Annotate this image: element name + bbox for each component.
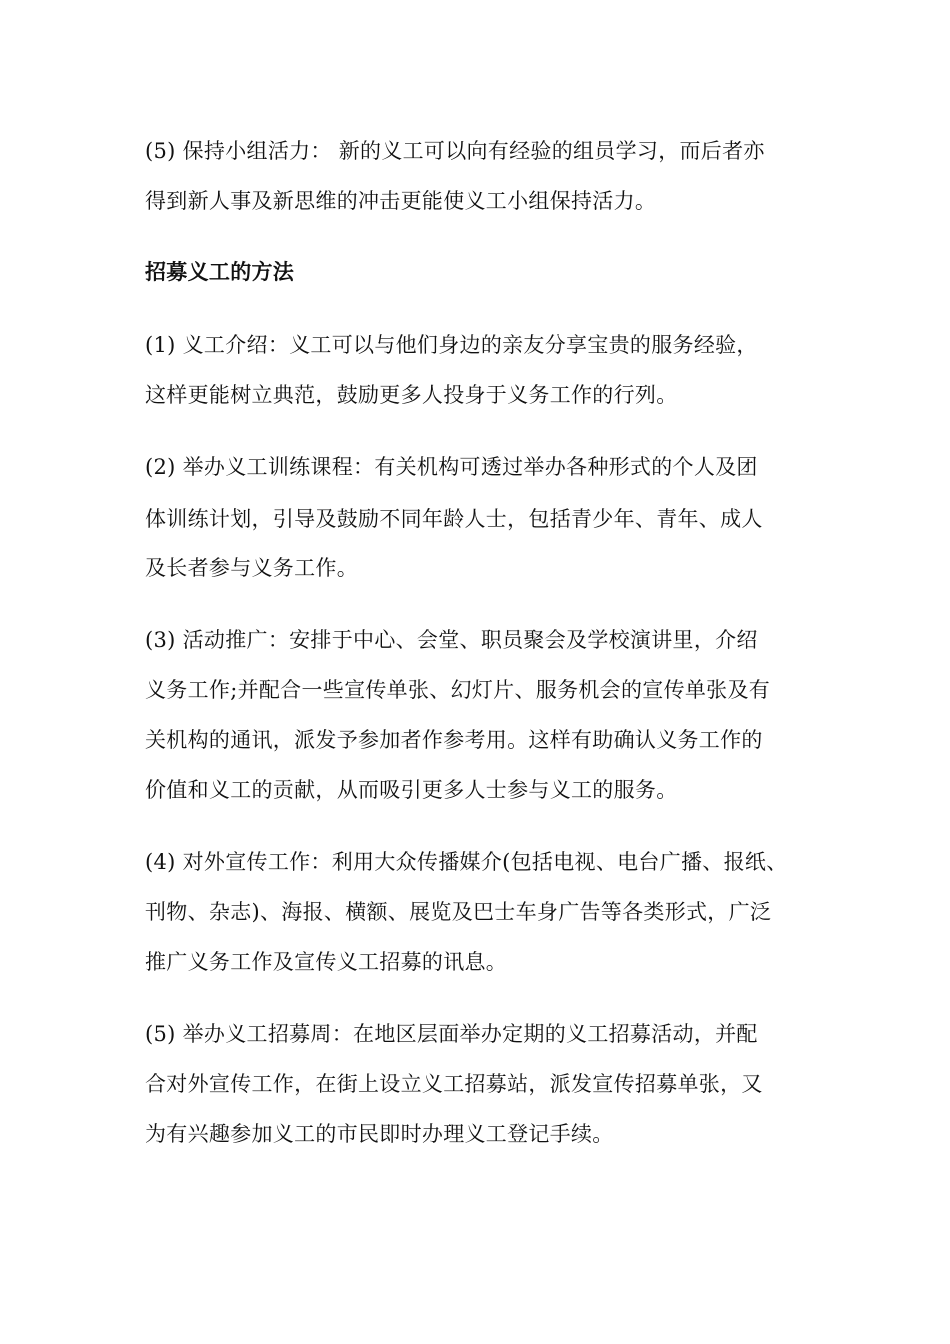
section-heading: 招募义工的方法 [145,260,295,284]
paragraph-line: 及长者参与义务工作。 [145,556,358,580]
paragraph-line: 刊物、杂志)、海报、横额、展览及巴士车身广告等各类形式，广泛 [145,900,772,924]
paragraph-line: (4) 对外宣传工作：利用大众传播媒介(包括电视、电台广播、报纸、 [145,850,788,874]
paragraph-line: (3) 活动推广：安排于中心、会堂、职员聚会及学校演讲里，介绍 [145,628,758,652]
paragraph-line: 义务工作;并配合一些宣传单张、幻灯片、服务机会的宣传单张及有 [145,678,771,702]
paragraph-line: 为有兴趣参加义工的市民即时办理义工登记手续。 [145,1122,614,1146]
paragraph-line: 这样更能树立典范，鼓励更多人投身于义务工作的行列。 [145,383,678,407]
paragraph-line: 推广义务工作及宣传义工招募的讯息。 [145,950,508,974]
paragraph-line: 得到新人事及新思维的冲击更能使义工小组保持活力。 [145,189,657,213]
paragraph-line: 体训练计划，引导及鼓励不同年龄人士，包括青少年、青年、成人 [145,507,763,531]
paragraph-line: (1) 义工介绍：义工可以与他们身边的亲友分享宝贵的服务经验， [145,333,758,357]
paragraph-line: 关机构的通讯，派发予参加者作参考用。这样有助确认义务工作的 [145,728,763,752]
paragraph-line: (5) 举办义工招募周：在地区层面举办定期的义工招募活动，并配 [145,1022,758,1046]
paragraph-line: (2) 举办义工训练课程：有关机构可透过举办各种形式的个人及团 [145,455,758,479]
paragraph-line: (5) 保持小组活力： 新的义工可以向有经验的组员学习，而后者亦 [145,139,765,163]
paragraph-line: 合对外宣传工作，在街上设立义工招募站，派发宣传招募单张，又 [145,1072,763,1096]
paragraph-line: 价值和义工的贡献，从而吸引更多人士参与义工的服务。 [145,778,678,802]
